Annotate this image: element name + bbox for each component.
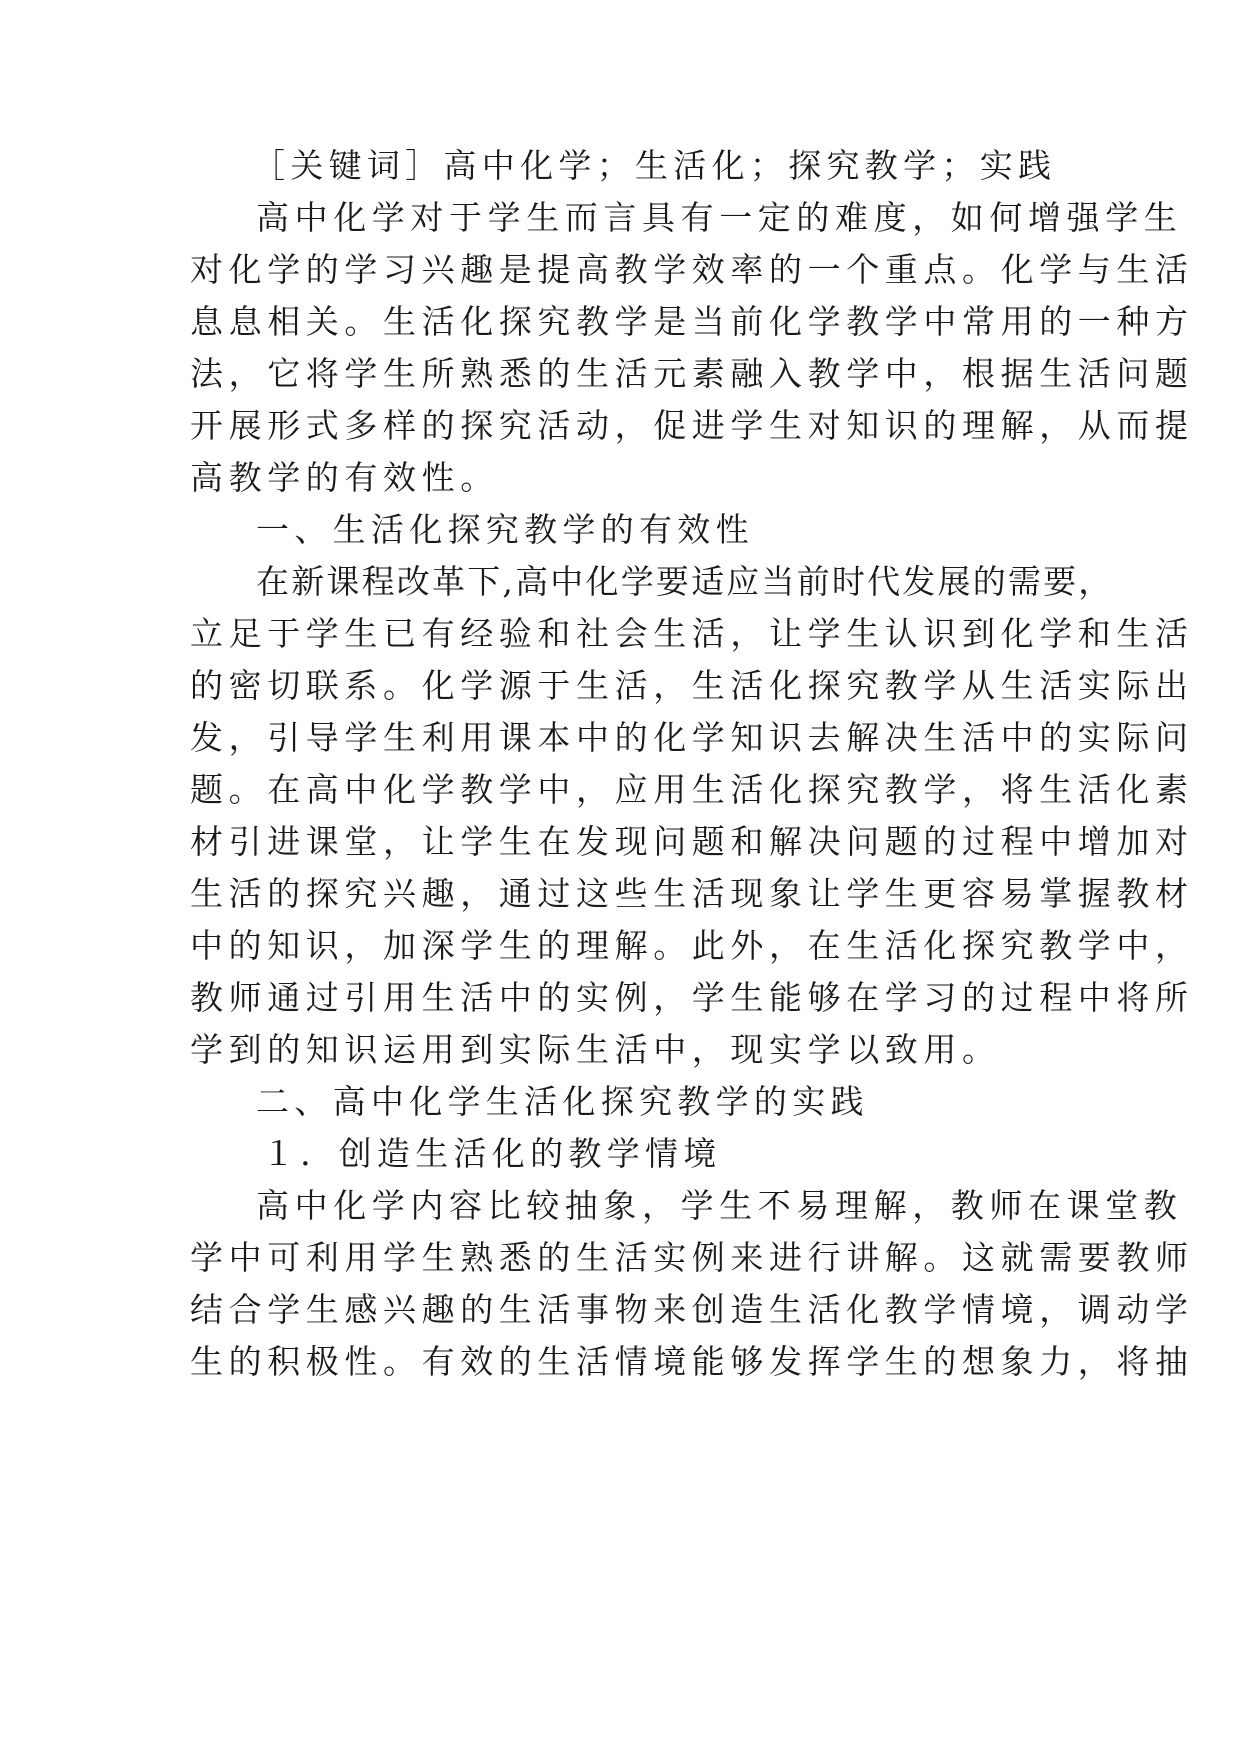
paragraph-line: 学中可利用学生熟悉的生活实例来进行讲解。这就需要教师 [190, 1238, 1194, 1277]
paragraph-line: 的密切联系。化学源于生活，生活化探究教学从生活实际出 [190, 666, 1194, 705]
section-heading: 一、生活化探究教学的有效性 [256, 510, 754, 549]
paragraph-line: 开展形式多样的探究活动，促进学生对知识的理解，从而提 [190, 406, 1194, 445]
paragraph-line: 生的积极性。有效的生活情境能够发挥学生的想象力，将抽 [190, 1342, 1194, 1381]
paragraph-line: 高中化学对于学生而言具有一定的难度，如何增强学生 [256, 198, 1183, 237]
paragraph-line: 立足于学生已有经验和社会生活，让学生认识到化学和生活 [190, 614, 1194, 653]
paragraph-line: 息息相关。生活化探究教学是当前化学教学中常用的一种方 [190, 302, 1194, 341]
paragraph-line: 材引进课堂，让学生在发现问题和解决问题的过程中增加对 [190, 822, 1194, 861]
paragraph-line: 学到的知识运用到实际生活中，现实学以致用。 [190, 1030, 1001, 1069]
paragraph-line: 在新课程改革下,高中化学要适应当前时代发展的需要， [256, 562, 1114, 601]
paragraph-line: 教师通过引用生活中的实例，学生能够在学习的过程中将所 [190, 978, 1194, 1017]
paragraph-line: 法，它将学生所熟悉的生活元素融入教学中，根据生活问题 [190, 354, 1194, 393]
paragraph-line: 高教学的有效性。 [190, 458, 499, 497]
paragraph-line: 生活的探究兴趣，通过这些生活现象让学生更容易掌握教材 [190, 874, 1194, 913]
paragraph-line: 高中化学内容比较抽象，学生不易理解，教师在课堂教 [256, 1186, 1183, 1225]
document-page [190, 0, 1194, 1754]
paragraph-line: 中的知识，加深学生的理解。此外，在生活化探究教学中， [190, 926, 1194, 965]
paragraph-line: 发，引导学生利用课本中的化学知识去解决生活中的实际问 [190, 718, 1194, 757]
section-heading: 二、高中化学生活化探究教学的实践 [256, 1082, 869, 1121]
paragraph-line: 结合学生感兴趣的生活事物来创造生活化教学情境，调动学 [190, 1290, 1194, 1329]
paragraph-line: 对化学的学习兴趣是提高教学效率的一个重点。化学与生活 [190, 250, 1194, 289]
keywords-line: ［关键词］高中化学；生活化；探究教学；实践 [252, 146, 1057, 185]
subsection-heading: １．创造生活化的教学情境 [262, 1134, 722, 1173]
paragraph-line: 题。在高中化学教学中，应用生活化探究教学，将生活化素 [190, 770, 1194, 809]
